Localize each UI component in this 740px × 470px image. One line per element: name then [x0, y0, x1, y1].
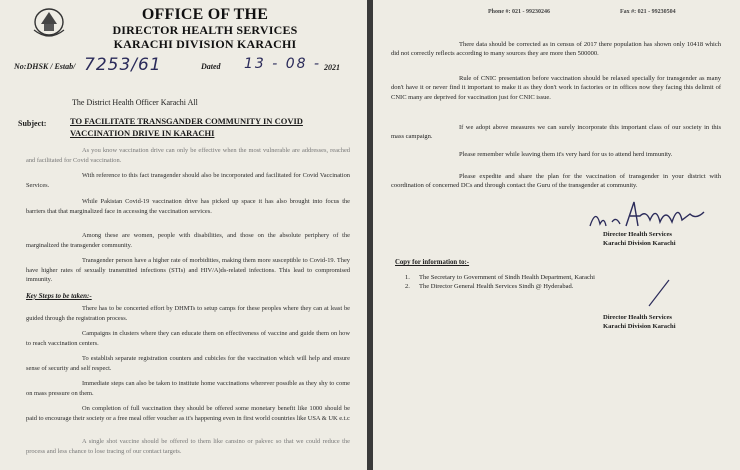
office-subtitle: DIRECTOR HEALTH SERVICES — [112, 23, 298, 37]
subject-label: Subject: — [18, 119, 47, 128]
reference-label: No:DHSK / Estab/ — [14, 62, 76, 71]
signatory-office: Karachi Division Karachi — [603, 322, 676, 330]
dated-value: 13 - 08 - — [244, 56, 322, 72]
body-paragraph: Rule of CNIC presentation before vaccination should be relaxed specially for transgender as many don't have it or never find it important to make it as they don't work in factories or in offices now they facing this delimit of CNIC many are deprived for vaccination just for CNIC issue. — [391, 75, 721, 101]
handwritten-signature — [586, 196, 711, 236]
dated-year: 2021 — [324, 63, 340, 72]
body-paragraph: Transgender person have a higher rate of morbidities, making them more susceptible to Covid-19. They have higher rates of sexually transmitted infections (STIs) and HIV/A)ds-related infections. This lead to compromised immunity. — [26, 257, 350, 284]
body-paragraph: While Pakistan Covid-19 vaccination drive has picked up space it has also brought into focus the barriers that that marginalized face in accessing the vaccination services. — [26, 198, 350, 215]
recipient: The District Health Officer Karachi All — [72, 98, 198, 107]
body-paragraph: Please remember while leaving them it's very hard for us to attend herd immunity. — [459, 151, 673, 158]
list-item: 2. The Director General Health Services Sindh @ Hyderabad. — [405, 283, 574, 291]
signatory-title: Director Health Services — [603, 231, 672, 238]
body-paragraph: If we adopt above measures we can surely incorporate this important class of our society in this mass campaign. — [391, 124, 721, 141]
key-steps-heading: Key Steps to be taken:- — [26, 292, 92, 300]
copy-heading: Copy for information to:- — [395, 259, 470, 266]
signature-block — [603, 231, 676, 248]
list-item: 1. The Secretary to Government of Sindh Health Department, Karachi — [405, 274, 595, 281]
pen-mark — [643, 278, 673, 308]
body-paragraph: Please expedite and share the plan for the vaccination of transgender in your district with coordination of concerned DCs and through contact the Guru of the transgender at community. — [391, 173, 721, 190]
step-paragraph: Immediate steps can also be taken to institute home vaccinations wherever possible as they shy to come on mass pressure on them. — [26, 380, 350, 397]
letter-page-2 — [373, 0, 740, 470]
signature-block-copy — [603, 314, 676, 331]
step-paragraph: Campaigns in clusters where they can educate them on effectiveness of vaccine and guide them on how to reach vaccination centers. — [26, 330, 350, 347]
copy-list — [405, 273, 595, 292]
step-paragraph: There has to be concerted effort by DHMTs to setup camps for these peoples where they can at least be guided through the registration process. — [26, 305, 350, 322]
fax-number: Fax #: 021 - 99230504 — [620, 9, 676, 15]
body-paragraph: Among these are women, people with disabilities, and those on the absolute periphery of the marginalized the transgender community. — [26, 232, 350, 249]
body-paragraph: With reference to this fact transgender should also be incorporated and facilitated for Covid Vaccination Services. — [26, 172, 350, 189]
subject-text: TO FACILITATE TRANSGANDER COMMUNITY IN COVID VACCINATION DRIVE IN KARACHI — [70, 116, 303, 138]
step-paragraph: A single shot vaccine should be offered to them like cansino or pakvec so that we could reduce the process and less chance to lose tracing of our contact targets. — [26, 438, 350, 455]
step-paragraph: On completion of full vaccination they should be offered some monetary benefit like 1000 should be paid to encourage their society or a free meal offer voucher as it's happening even in first world countries like USA & UK e.t.c — [26, 405, 350, 422]
reference-row — [14, 55, 354, 83]
office-division: KARACHI DIVISION KARACHI — [113, 37, 297, 51]
body-paragraph: As you know vaccination drive can only be effective when the most vulnerable are addresses, reached and facilitated for Covid vaccination. — [26, 147, 350, 164]
dated-label: Dated — [201, 62, 221, 71]
signatory-office: Karachi Division Karachi — [603, 239, 676, 247]
office-title: OFFICE OF THE — [141, 6, 269, 23]
phone-number: Phone #: 021 - 99230246 — [488, 9, 550, 15]
reference-number: 7253/61 — [84, 55, 162, 75]
letter-page-1 — [0, 0, 367, 470]
signatory-title: Director Health Services — [603, 314, 672, 321]
body-paragraph: There data should be corrected as in census of 2017 there population has shown only 10418 which did not correctly reflects according to many sources they are more then 500000. — [391, 41, 721, 58]
step-paragraph: To establish separate registration counters and cubicles for the vaccination which will help and ensure sense of security and self respect. — [26, 355, 350, 372]
